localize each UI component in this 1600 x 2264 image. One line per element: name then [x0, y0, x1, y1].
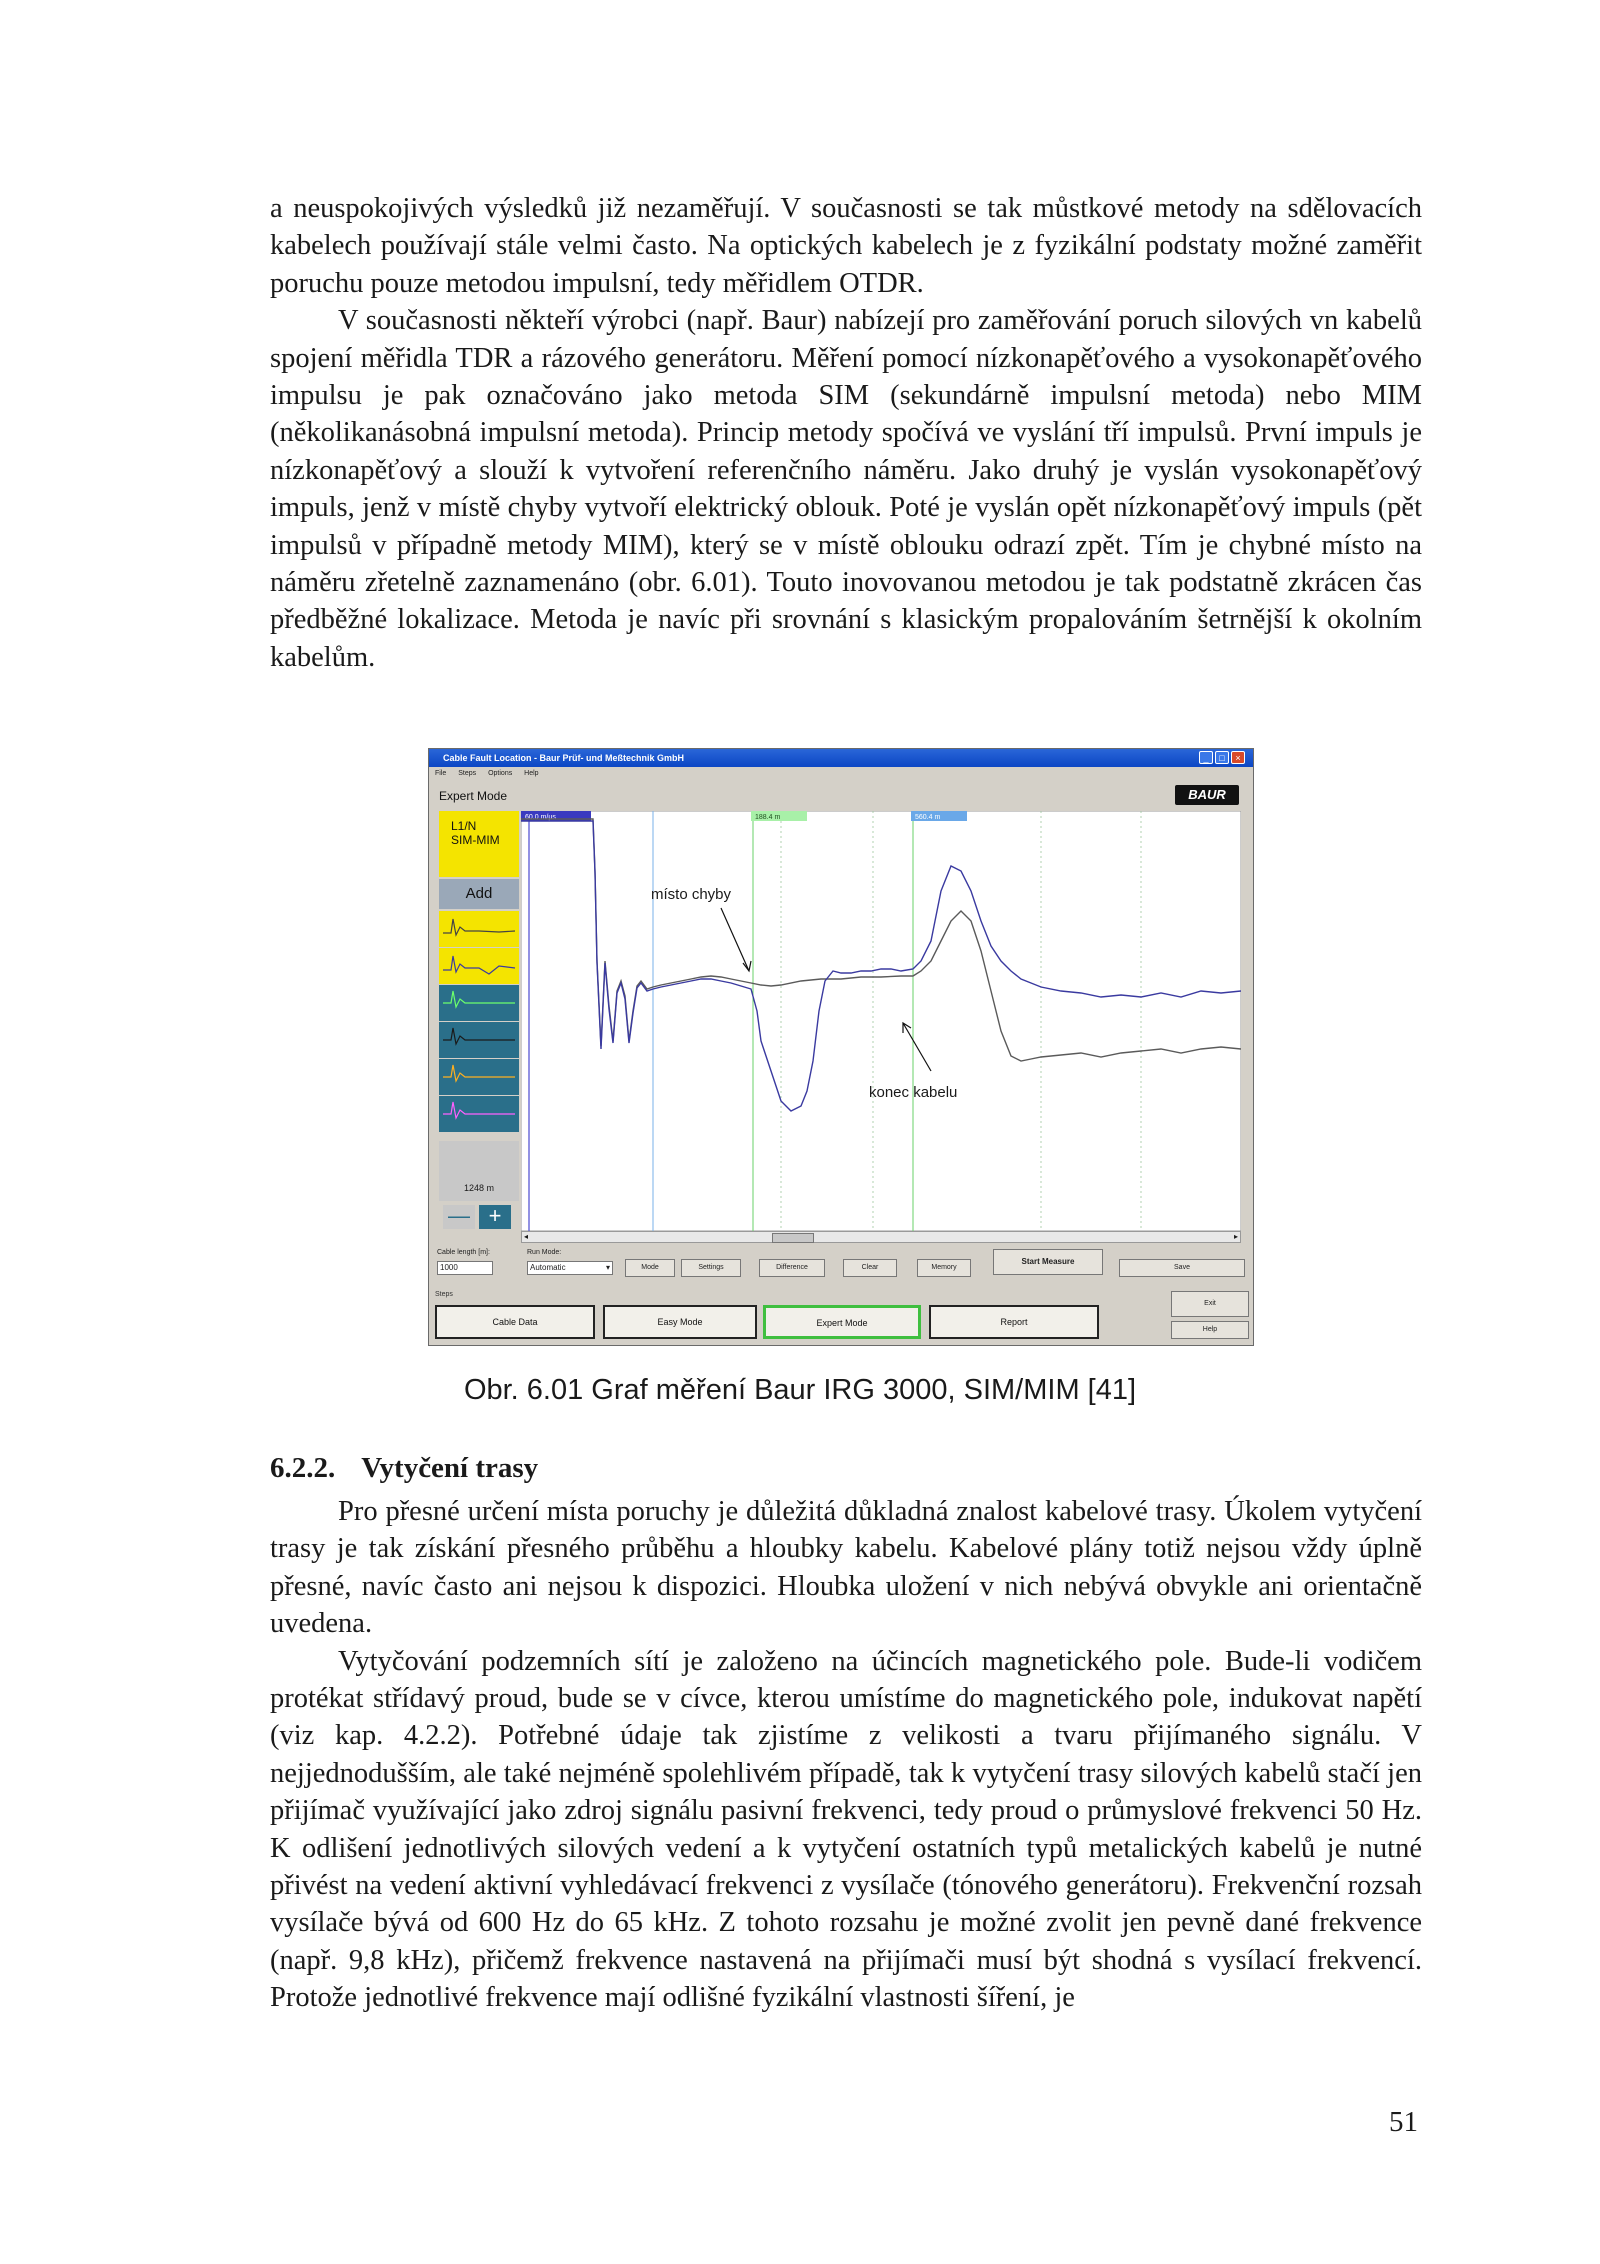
cable-length-label: Cable length [m]:	[437, 1249, 490, 1256]
control-row	[429, 1249, 1253, 1289]
menu-file: File	[435, 770, 447, 777]
trace-thumbnail-2	[439, 948, 519, 984]
trace-thumbnail-1	[439, 911, 519, 947]
exit-button: Exit	[1171, 1291, 1249, 1317]
chevron-down-icon: ▾	[605, 1263, 610, 1272]
trace-list-panel	[439, 811, 519, 1231]
difference-button: Difference	[759, 1259, 825, 1277]
run-mode-select	[527, 1261, 613, 1275]
top-text-block	[270, 190, 1422, 676]
window-titlebar	[429, 749, 1253, 767]
run-mode-value: Automatic	[530, 1263, 566, 1272]
save-button: Save	[1119, 1259, 1245, 1277]
menu-steps: Steps	[458, 770, 477, 777]
annotation-end: konec kabelu	[869, 1084, 958, 1101]
step-expert-mode: Expert Mode	[763, 1305, 921, 1339]
plot-area	[521, 811, 1241, 1231]
menu-options: Options	[488, 770, 513, 777]
section-number: 6.2.2.	[270, 1452, 336, 1484]
paragraph-sim-mim: V současnosti někteří výrobci (např. Baur) nabízejí pro zaměřování poruch silových vn kabelů spojení měřidla TDR a rázového generátoru. Měření pomocí nízkonapěťového a vysokonapěťového impulsu je pak označováno jako metoda SIM (sekundárně impulsní metoda) nebo MIM (několikanásobná impulsní metoda). Princip metody spočívá ve vyslání tří impulsů. První impuls je nízkonapěťový a slouží k vytvoření referenčního náměru. Jako druhý je vyslán vysokonapěťový impuls, jenž v místě chyby vytvoří elektrický oblouk. Poté je vyslán opět nízkonapěťový impuls (pět impulsů v případně metody MIM), který se v místě oblouku odrazí zpět. Tím je chybné místo na náměru zřetelně zaznamenáno (obr. 6.01). Touto inovovanou metodou je tak podstatně zkrácen čas předběžné lokalizace. Metoda je navíc při srovnání s klasickým propalováním šetrnější k okolním kabelům.	[270, 305, 1422, 673]
step-easy-mode: Easy Mode	[603, 1305, 757, 1339]
scroll-thumb	[772, 1233, 814, 1243]
baur-logo: BAUR	[1175, 785, 1239, 805]
baur-software-screenshot	[428, 748, 1254, 1346]
horizontal-scrollbar	[521, 1231, 1241, 1243]
clear-button: Clear	[843, 1259, 897, 1277]
trace-thumbnail-5	[439, 1059, 519, 1095]
annotation-fault: místo chyby	[651, 886, 732, 903]
tdr-plot	[521, 811, 1241, 1231]
menu-help: Help	[524, 770, 539, 777]
figure-caption: Obr. 6.01 Graf měření Baur IRG 3000, SIM/MIM [41]	[463, 1374, 1137, 1406]
help-button: Help	[1171, 1321, 1249, 1339]
cursor-tag-2-text: 188.4 m	[755, 814, 781, 821]
scroll-left-icon: ◂	[524, 1232, 529, 1241]
mode-label: Expert Mode	[439, 789, 508, 803]
section-heading	[270, 1452, 538, 1485]
window-title: Cable Fault Location - Baur Prüf- und Meßtechnik GmbH	[443, 753, 685, 763]
trace-thumbnail-3	[439, 985, 519, 1021]
start-measure-button: Start Measure	[993, 1249, 1103, 1275]
menubar	[429, 767, 1253, 780]
section-title: Vytyčení trasy	[361, 1452, 539, 1484]
settings-button: Settings	[681, 1259, 741, 1277]
cable-length-field: 1000	[437, 1261, 493, 1275]
maximize-icon: □	[1215, 751, 1229, 764]
trace-thumbnail-4	[439, 1022, 519, 1058]
channel-line1: L1/N	[451, 819, 477, 833]
close-icon: ×	[1231, 751, 1245, 764]
paragraph-route-method: Vytyčování podzemních sítí je založeno na účincích magnetického pole. Bude-li vodičem protékat střídavý proud, bude se v cívce, kterou umístíme do magnetického pole, indukovat napětí (viz kap. 4.2.2). Potřebné údaje tak zjistíme z velikosti a tvaru přijímaného signálu. V nejjednodušším, ale také nejméně spolehlivém případě, tak k vytyčení trasy silových kabelů stačí jen přijímač využívající jako zdroj signálu pasivní frekvenci, tedy proud o průmyslové frekvenci 50 Hz. K odlišení jednotlivých silových vedení a k vytyčení ostatních typů metalických kabelů je nutné přivést na vedení aktivní vyhledávací frekvenci z vysílače (tónového generátoru). Frekvenční rozsah vysílače bývá od 600 Hz do 65 kHz. Z tohoto rozsahu je možné zvolit jen pevně dané frekvence (např. 9,8 kHz), přičemž frekvence nastavená na přijímači musí být shodná s vysílací frekvencí. Protože jednotlivé frekvence mají odlišné fyzikální vlastnosti šíření, je	[270, 1645, 1422, 2014]
step-report: Report	[929, 1305, 1099, 1339]
add-tile: Add	[439, 879, 519, 909]
run-mode-label: Run Mode:	[527, 1249, 562, 1256]
bottom-text-block	[270, 1493, 1422, 2017]
zoom-controls	[439, 1203, 519, 1231]
paragraph-continued: a neuspokojivých výsledků již nezaměřují. V současnosti se tak můstkové metody na sdělovacích kabelech používají stále velmi často. Na optických kabelech je z fyzikální podstaty možné zaměřit poruchu pouze metodou impulsní, tedy měřidlem OTDR.	[270, 193, 1422, 299]
cursor-tag-3-text: 560.4 m	[915, 814, 941, 821]
range-label: 1248 m	[463, 1183, 495, 1193]
page-number: 51	[1389, 2106, 1418, 2138]
trace-thumbnail-6	[439, 1096, 519, 1132]
step-cable-data: Cable Data	[435, 1305, 595, 1339]
zoom-in-button: +	[479, 1205, 511, 1229]
steps-label: Steps	[435, 1291, 453, 1298]
cursor-tag-1-text: 60.0 m/μs	[525, 814, 556, 821]
mode-button: Mode	[625, 1259, 675, 1277]
channel-tile	[439, 811, 519, 877]
channel-line2: SIM-MIM	[451, 833, 500, 847]
minimize-icon: _	[1199, 751, 1213, 764]
range-tile	[439, 1141, 519, 1201]
paragraph-route-intro: Pro přesné určení místa poruchy je důležitá důkladná znalost kabelové trasy. Úkolem vytyčení trasy je tak získání přesného průběhu a hloubky kabelu. Kabelové plány totiž nejsou vždy úplně přesné, navíc často ani nejsou k dispozici. Hloubka uložení v nich nebývá obvykle ani orientačně uvedena.	[270, 1496, 1422, 1640]
scroll-right-icon: ▸	[1233, 1232, 1238, 1241]
memory-button: Memory	[917, 1259, 971, 1277]
zoom-out-button: —	[443, 1205, 475, 1229]
